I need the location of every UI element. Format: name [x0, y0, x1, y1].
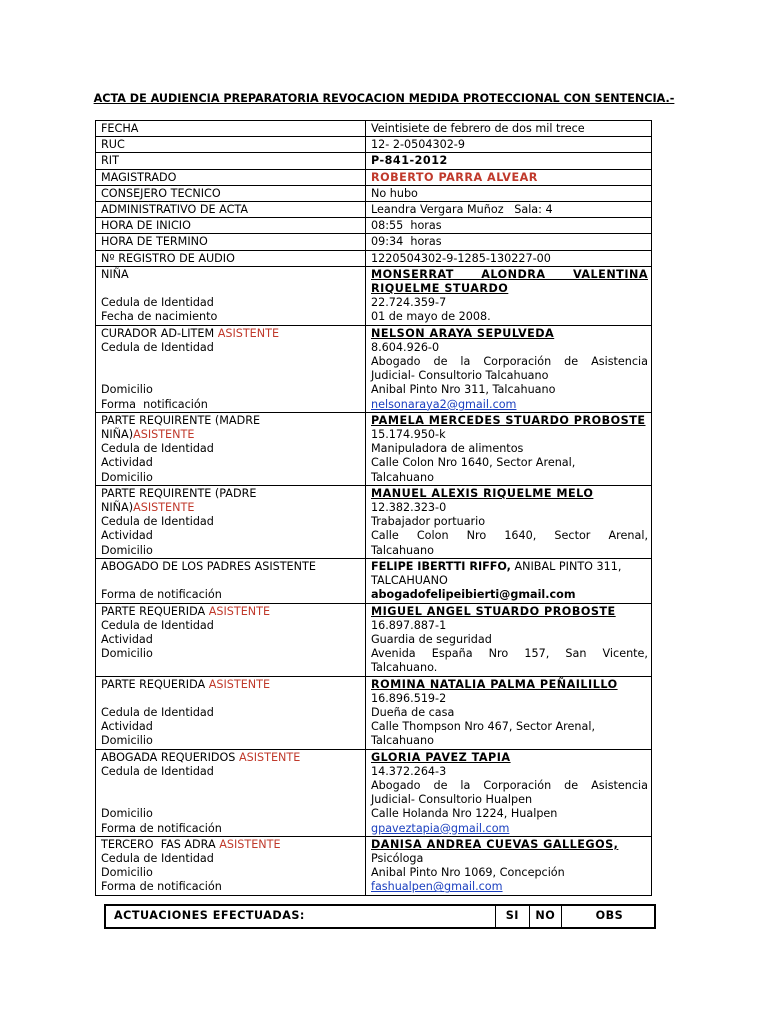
requerida1-cedula: 16.897.887-1	[371, 618, 447, 632]
curador-status: ASISTENTE	[217, 326, 280, 340]
value-requerida-1	[366, 603, 652, 676]
requerida2-cedula: 16.896.519-2	[371, 691, 447, 705]
value-administrativo: Leandra Vergara Muñoz Sala: 4	[366, 202, 652, 218]
tercero-domicilio: Anibal Pinto Nro 1069, Concepción	[371, 866, 565, 880]
requerida1-label: PARTE REQUERIDA	[101, 604, 206, 618]
label-abogada-requeridos	[96, 749, 366, 836]
curador-domicilio: Anibal Pinto Nro 311, Talcahuano	[371, 383, 556, 397]
requerida1-domicilio-label: Domicilio	[101, 647, 153, 661]
tercero-notif-label: Forma de notificación	[101, 880, 222, 894]
row-hora-termino	[96, 234, 652, 250]
curador-label: CURADOR AD-LITEM	[101, 326, 215, 340]
row-nina	[96, 266, 652, 325]
label-nina	[96, 266, 366, 325]
nina-nacimiento: 01 de mayo de 2008.	[371, 310, 491, 324]
curador-occupation-line2: Judicial- Consultorio Talcahuano	[371, 369, 549, 383]
madre-domicilio-line2: Talcahuano	[371, 470, 434, 484]
padre-actividad: Trabajador portuario	[371, 515, 486, 529]
label-curador	[96, 325, 366, 412]
label-hora-termino: HORA DE TERMINO	[96, 234, 366, 250]
padre-name: MANUEL ALEXIS RIQUELME MELO	[371, 486, 594, 500]
abogado-padres-address-line2: TALCAHUANO	[371, 574, 448, 588]
padre-domicilio-label: Domicilio	[101, 543, 153, 557]
row-padre	[96, 485, 652, 558]
padre-status: ASISTENTE	[133, 501, 195, 515]
requerida2-domicilio-line2: Talcahuano	[371, 734, 434, 748]
tercero-cedula-label: Cedula de Identidad	[101, 851, 214, 865]
tercero-name: DANISA ANDREA CUEVAS GALLEGOS,	[371, 837, 619, 851]
abogada-requeridos-cedula: 14.372.264-3	[371, 764, 447, 778]
curador-cedula-label: Cedula de Identidad	[101, 340, 214, 354]
actuaciones-si: SI	[495, 905, 529, 928]
row-curador	[96, 325, 652, 412]
label-rit: RIT	[96, 153, 366, 169]
value-hora-termino: 09:34 horas	[366, 234, 652, 250]
madre-name: PAMELA MERCEDES STUARDO PROBOSTE	[371, 413, 646, 427]
value-magistrado: ROBERTO PARRA ALVEAR	[366, 169, 652, 185]
tercero-email-link[interactable]: fashualpen@gmail.com	[371, 880, 503, 894]
row-administrativo	[96, 202, 652, 218]
curador-cedula: 8.604.926-0	[371, 340, 440, 354]
madre-cedula: 15.174.950-k	[371, 428, 446, 442]
actuaciones-table	[104, 904, 656, 929]
value-abogada-requeridos	[366, 749, 652, 836]
label-padre	[96, 485, 366, 558]
padre-domicilio-line2: Talcahuano	[371, 543, 434, 557]
padre-label-line1: PARTE REQUIRENTE (PADRE	[101, 486, 257, 500]
row-rit	[96, 153, 652, 169]
value-requerida-2	[366, 676, 652, 749]
requerida2-cedula-label: Cedula de Identidad	[101, 705, 214, 719]
abogado-padres-notif-label: Forma de notificación	[101, 588, 222, 602]
abogada-requeridos-status: ASISTENTE	[238, 750, 301, 764]
label-consejero: CONSEJERO TECNICO	[96, 185, 366, 201]
value-consejero: No hubo	[366, 185, 652, 201]
value-hora-inicio: 08:55 horas	[366, 218, 652, 234]
label-magistrado: MAGISTRADO	[96, 169, 366, 185]
abogada-requeridos-domicilio: Calle Holanda Nro 1224, Hualpen	[371, 807, 558, 821]
label-administrativo: ADMINISTRATIVO DE ACTA	[96, 202, 366, 218]
label-hora-inicio: HORA DE INICIO	[96, 218, 366, 234]
hearing-details-table	[95, 120, 652, 896]
label-tercero	[96, 836, 366, 895]
madre-actividad: Manipuladora de alimentos	[371, 442, 524, 456]
padre-cedula-label: Cedula de Identidad	[101, 515, 214, 529]
requerida2-label: PARTE REQUERIDA	[101, 677, 206, 691]
abogada-requeridos-email-link[interactable]: gpaveztapia@gmail.com	[371, 821, 510, 835]
label-fecha: FECHA	[96, 121, 366, 137]
label-registro-audio: Nº REGISTRO DE AUDIO	[96, 250, 366, 266]
abogada-requeridos-name: GLORIA PAVEZ TAPIA	[371, 750, 511, 764]
madre-label-line1: PARTE REQUIRENTE (MADRE	[101, 413, 261, 427]
abogado-padres-email: abogadofelipeibierti@gmail.com	[371, 588, 576, 602]
padre-actividad-label: Actividad	[101, 529, 153, 543]
tercero-label: TERCERO FAS ADRA	[101, 837, 216, 851]
actuaciones-obs: OBS	[561, 905, 655, 928]
abogada-requeridos-occupation-line2: Judicial- Consultorio Hualpen	[371, 793, 533, 807]
requerida2-actividad-label: Actividad	[101, 720, 153, 734]
label-requerida-1	[96, 603, 366, 676]
value-nina	[366, 266, 652, 325]
requerida2-status: ASISTENTE	[208, 677, 271, 691]
requerida1-actividad-label: Actividad	[101, 632, 153, 646]
abogado-padres-name: FELIPE IBERTTI RIFFO,	[371, 559, 511, 573]
row-madre	[96, 412, 652, 485]
value-madre	[366, 412, 652, 485]
row-tercero	[96, 836, 652, 895]
padre-cedula: 12.382.323-0	[371, 501, 447, 515]
value-ruc: 12- 2-0504302-9	[366, 137, 652, 153]
row-ruc	[96, 137, 652, 153]
value-curador	[366, 325, 652, 412]
row-abogado-padres	[96, 558, 652, 603]
label-abogado-padres	[96, 558, 366, 603]
abogado-padres-label: ABOGADO DE LOS PADRES ASISTENTE	[101, 559, 316, 573]
row-registro-audio	[96, 250, 652, 266]
requerida1-name: MIGUEL ANGEL STUARDO PROBOSTE	[371, 604, 616, 618]
tercero-status: ASISTENTE	[219, 837, 281, 851]
curador-domicilio-label: Domicilio	[101, 383, 153, 397]
curador-notif-label: Forma notificación	[101, 397, 208, 411]
requerida1-cedula-label: Cedula de Identidad	[101, 618, 214, 632]
row-hora-inicio	[96, 218, 652, 234]
value-fecha: Veintisiete de febrero de dos mil trece	[366, 121, 652, 137]
row-abogada-requeridos	[96, 749, 652, 836]
abogada-requeridos-cedula-label: Cedula de Identidad	[101, 764, 214, 778]
label-ruc: RUC	[96, 137, 366, 153]
abogada-requeridos-domicilio-label: Domicilio	[101, 807, 153, 821]
madre-domicilio-line1: Calle Colon Nro 1640, Sector Arenal,	[371, 456, 576, 470]
row-magistrado	[96, 169, 652, 185]
abogada-requeridos-label: ABOGADA REQUERIDOS	[101, 750, 236, 764]
requerida1-domicilio-line1: Avenida España Nro 157, San Vicente,	[371, 647, 648, 661]
requerida2-domicilio-line1: Calle Thompson Nro 467, Sector Arenal,	[371, 720, 596, 734]
abogada-requeridos-occupation-line1: Abogado de la Corporación de Asistencia	[371, 778, 648, 792]
curador-email-link[interactable]: nelsonaraya2@gmail.com	[371, 397, 517, 411]
tercero-domicilio-label: Domicilio	[101, 866, 153, 880]
actuaciones-header-row	[105, 905, 655, 928]
padre-domicilio-line1: Calle Colon Nro 1640, Sector Arenal,	[371, 529, 648, 543]
label-requerida-2	[96, 676, 366, 749]
row-fecha	[96, 121, 652, 137]
actuaciones-label: ACTUACIONES EFECTUADAS:	[105, 905, 495, 928]
abogado-padres-address-line1: ANIBAL PINTO 311,	[510, 559, 622, 573]
curador-name: NELSON ARAYA SEPULVEDA	[371, 326, 555, 340]
label-madre	[96, 412, 366, 485]
madre-domicilio-label: Domicilio	[101, 470, 153, 484]
madre-actividad-label: Actividad	[101, 456, 153, 470]
requerida2-domicilio-label: Domicilio	[101, 734, 153, 748]
value-tercero	[366, 836, 652, 895]
madre-status: ASISTENTE	[133, 428, 195, 442]
value-rit: P-841-2012	[366, 153, 652, 169]
nina-cedula-label: Cedula de Identidad	[101, 296, 214, 310]
row-requerida-1	[96, 603, 652, 676]
value-abogado-padres	[366, 558, 652, 603]
nina-cedula: 22.724.359-7	[371, 296, 447, 310]
value-registro-audio: 1220504302-9-1285-130227-00	[366, 250, 652, 266]
requerida1-actividad: Guardia de seguridad	[371, 632, 492, 646]
padre-label-line2: NIÑA)	[101, 501, 134, 515]
requerida1-status: ASISTENTE	[208, 604, 271, 618]
document-title: ACTA DE AUDIENCIA PREPARATORIA REVOCACION MEDIDA PROTECCIONAL CON SENTENCIA.-	[93, 92, 675, 105]
nina-name-line1: MONSERRAT ALONDRA VALENTINA	[371, 267, 648, 281]
nina-name-line2: RIQUELME STUARDO	[371, 282, 509, 296]
actuaciones-no: NO	[529, 905, 561, 928]
row-consejero	[96, 185, 652, 201]
madre-label-line2: NIÑA)	[101, 428, 134, 442]
requerida2-name: ROMINA NATALIA PALMA PEÑAILILLO	[371, 677, 618, 691]
curador-occupation-line1: Abogado de la Corporación de Asistencia	[371, 355, 648, 369]
value-padre	[366, 485, 652, 558]
row-requerida-2	[96, 676, 652, 749]
requerida1-domicilio-line2: Talcahuano.	[371, 661, 438, 675]
madre-cedula-label: Cedula de Identidad	[101, 442, 214, 456]
tercero-profesion: Psicóloga	[371, 851, 424, 865]
nina-nacimiento-label: Fecha de nacimiento	[101, 310, 218, 324]
requerida2-actividad: Dueña de casa	[371, 705, 455, 719]
nina-label: NIÑA	[101, 267, 129, 281]
abogada-requeridos-notif-label: Forma de notificación	[101, 821, 222, 835]
